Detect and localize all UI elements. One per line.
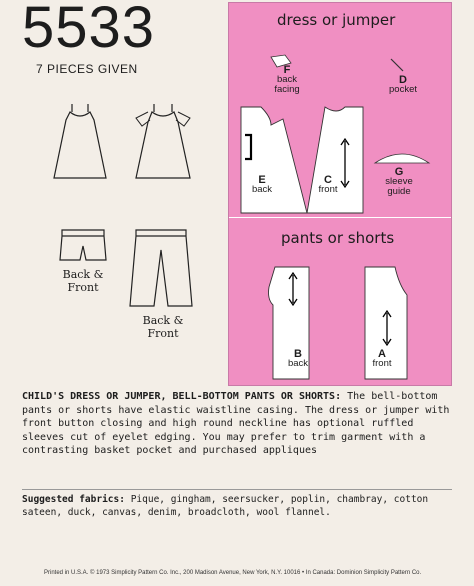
pants-caption: Back & Front: [142, 314, 184, 340]
shorts-drawing: [58, 228, 108, 264]
description: [22, 390, 452, 458]
description-body: The bell-bottom pants or shorts have elastic waistline casing. The dress or jumper with front button closing and high round neckline has optional ruffled sleeves cut of eyelet edging. You may prefer to trim garment with a contrasting basket pocket and purchased appliques: [22, 391, 450, 456]
piece-d-label: D pocket: [389, 74, 417, 95]
bell-bottom-pants-drawing: [128, 228, 194, 310]
shorts-caption: Back & Front: [62, 268, 104, 294]
fabrics-heading: Suggested fabrics:: [22, 494, 125, 505]
piece-c-shape: [305, 105, 367, 217]
piece-f-label: F back facing: [274, 64, 300, 95]
pattern-number: 5533: [22, 0, 156, 60]
dress-sleeveless-drawing: [50, 100, 110, 190]
description-heading: CHILD'S DRESS OR JUMPER, BELL-BOTTOM PANTS OR SHORTS:: [22, 391, 342, 402]
suggested-fabrics: [22, 493, 452, 519]
piece-a-label: A front: [372, 348, 392, 369]
piece-e-shape: [237, 105, 311, 217]
fabrics-body: Pique, gingham, seersucker, poplin, chambray, cotton sateen, duck, canvas, denim, broadcloth, wool flannel.: [22, 494, 429, 518]
fabric-divider: [22, 489, 452, 490]
pants-section-title: pants or shorts: [281, 229, 395, 247]
pieces-given: 7 PIECES GIVEN: [36, 62, 138, 76]
piece-c-label: C front: [318, 174, 338, 195]
piece-b-label: B back: [287, 348, 309, 369]
piece-e-label: E back: [251, 174, 273, 195]
dress-ruffle-sleeve-drawing: [128, 100, 198, 190]
pattern-pieces-panel: [228, 2, 452, 386]
piece-d-shape: [389, 57, 405, 75]
section-divider: [229, 217, 451, 218]
piece-g-shape: [373, 151, 431, 165]
footer-copyright: Printed in U.S.A. © 1973 Simplicity Pattern Co. Inc., 200 Madison Avenue, New York, N.Y. 10016 • In Canada: Dominion Simplicity Pattern Co.: [44, 570, 422, 576]
dress-section-title: dress or jumper: [277, 11, 396, 29]
piece-g-label: G sleeve guide: [385, 166, 413, 197]
